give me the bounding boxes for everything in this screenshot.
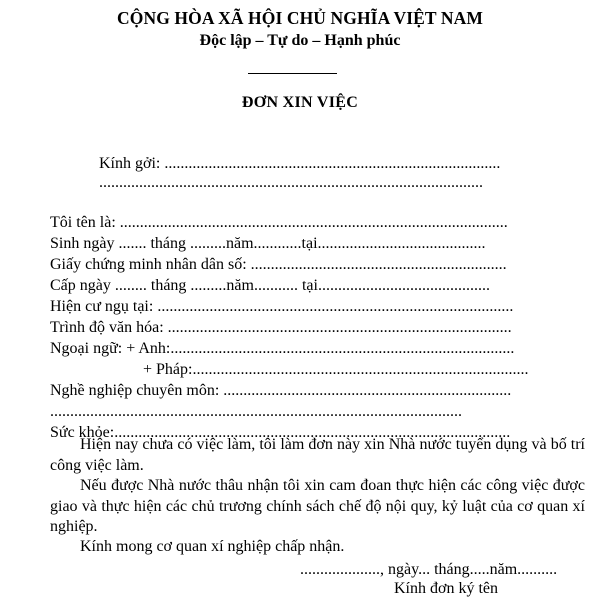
field-health: Sức khỏe:................................................................................................... [50,424,511,441]
field-id-card: Giấy chứng minh nhân dân số: ................................................................ [50,256,507,273]
national-title: CỘNG HÒA XÃ HỘI CHỦ NGHĨA VIỆT NAM [117,8,483,28]
signature-date-line: ...................., ngày... tháng.....năm.......... [300,561,558,578]
addressee-line-1: Kính gởi: .................................................................................... [99,155,501,172]
field-education: Trình độ văn hóa: ...................................................................................... [50,319,512,336]
signature-label: Kính đơn ký tên [394,580,499,597]
body-paragraph-3: Kính mong cơ quan xí nghiệp chấp nhận. [80,538,345,555]
document-title: ĐƠN XIN VIỆC [241,94,359,111]
field-issued: Cấp ngày ........ tháng .........năm........... tại........................................... [50,277,490,294]
field-profession: Nghề nghiệp chuyên môn: ........................................................................ [50,382,512,399]
field-birth: Sinh ngày ....... tháng .........năm............tại.......................................... [50,235,486,252]
body-paragraph-2: Nếu được Nhà nước thâu nhận tôi xin cam đoan thực hiện các công việc được giao và thực hiện các chủ trương chính sách chế độ nội quy, kỷ luật của cơ quan xí nghiệp. [50,477,585,535]
field-profession-continued: ....................................................................................................... [50,403,462,420]
field-residence: Hiện cư ngụ tại: ......................................................................................... [50,298,514,315]
body-paragraph-1: Hiện nay chưa có việc làm, tôi làm đơn này xin Nhà nước tuyển dụng và bố trí công việc làm. [50,436,585,474]
addressee-line-2: ................................................................................................ [99,174,483,191]
field-language-french: + Pháp:.................................................................................... [143,361,529,378]
field-name: Tôi tên là: ................................................................................................. [50,214,508,231]
field-language-english: Ngoại ngữ: + Anh:...................................................................................... [50,340,515,357]
header-divider [248,73,337,74]
national-motto: Độc lập – Tự do – Hạnh phúc [199,32,401,49]
